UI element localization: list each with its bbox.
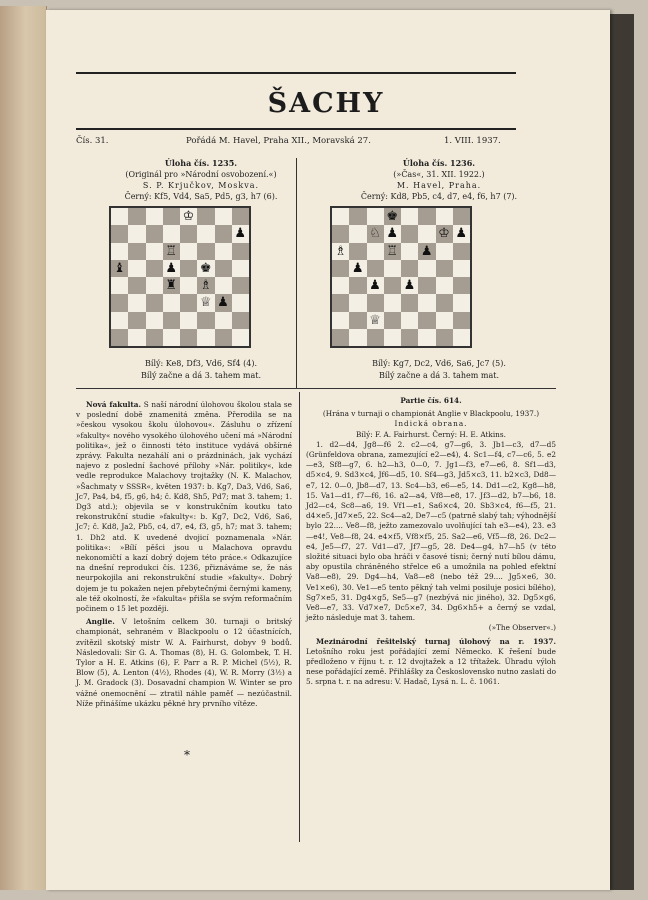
board-square — [128, 312, 145, 329]
problem-2-source: (»Čas«, 31. XII. 1922.) — [393, 170, 485, 179]
tourney-title: Mezinárodní řešitelský turnaj úlohový na r. 1937. — [316, 636, 556, 646]
problem-1-caption — [76, 358, 326, 382]
board-square — [128, 277, 145, 294]
problem-2-task: Bílý začne a dá 3. tahem mat. — [379, 371, 499, 380]
board-square — [453, 329, 470, 346]
board-square — [453, 208, 470, 225]
board-square — [332, 329, 349, 346]
board-square — [436, 243, 453, 260]
tourney-text: Letošního roku jest pořádající zemí Německo. K řešení bude předloženo v říjnu t. r. 12 dvojtažek a 12 třítažek. Úhradu výloh nese pořádající země. Přihlášky za Československo nutno zaslati do 5. srpna t. r. na adresu: V. Hadač, Lysá n. L. č. 1061. — [306, 646, 556, 687]
board-square — [332, 294, 349, 311]
game-moves: 1. d2—d4, Jg8—f6 2. c2—c4, g7—g6, 3. Jb1—c3, d7—d5 (Grünfeldova obrana, zamezující e2—e4), 4. Sc1—f4, c7—c6, 5. e2—e3, Sf8—g7, 6. h2—h3, 0—0, 7. Jg1—f3, e7—e6, 8. Sf1—d3, d5×c4, 9. Sd3×c4, Jf6—d5, 10. Sf4—g3, Jd5×c3, 11. b2×c3, Dd8—e7, 12. 0—0, Jb8—d7, 13. Sc4—b3, e6—e5, 14. Dd1—c2, Kg8—h8, 15. Va1—d1, f7—f6, 16. a2—a4, Vf8—e8, 17. Jf3—d2, b7—b6, 18. Jd2—c4, Sc8—a6, 19. Vf1—e1, Sa6×c4, 20. Sb3×c4, f6—f5, 21. d4×e5, Jd7×e5, 22. Sc4—a2, De7—c5 (patrně slabý tah; výhodnější bylo 22.... Ve8—f8, ježto zamezovalo uvolňující tah e3—e4), 23. e3—e4!, Ve8—f8, 24. e4×f5, Vf8×f5, 25. Sa2—e6, Vf5—f8, 26. Dc2—e4, Je5—f7, 27. Vd1—d7, Jf7—g5, 28. De4—g4, h7—h5 (v této složité situaci bylo oba hráči v časové tísni; černý nutí bílou dámu, aby opustila chráněného střelce e6 a umožnila na pohled efektní Va8—e8), 29. Dg4—h4, Va8—e8 (nebo též 29.... Jg5×e6, 30. Ve1×e6), 30. Ve1—e5 tento pěkný tah velmi posiluje posici bílého), Sg7×e5, 31. Dg4×g5, Se5—g7 (nezbývá nic jiného), 32. Dg5×g6, Ve8—e7, 33. Vd7×e7, Dc5×e7, 34. Dg6×h5+ a černý se vzdal, ježto následuje mat 3. tahem. — [306, 439, 557, 623]
board-square — [367, 243, 384, 260]
problem-1-source: (Originál pro »Národní osvobození.«) — [125, 170, 277, 179]
board-square — [401, 208, 418, 225]
board-square — [453, 294, 470, 311]
board-square — [332, 225, 349, 242]
chess-piece-c7: ♘ — [369, 226, 381, 242]
book-binding — [0, 6, 47, 890]
board-square — [163, 294, 180, 311]
board-square — [111, 329, 128, 346]
board-square — [418, 225, 435, 242]
problem-2-heading: Úloha čís. 1236. — [402, 158, 476, 168]
section-rule — [76, 388, 556, 389]
board-square — [128, 260, 145, 277]
issue-date: 1. VIII. 1937. — [444, 136, 501, 146]
column-divider-bottom — [299, 392, 300, 842]
board-square — [111, 243, 128, 260]
board-square — [453, 260, 470, 277]
game-opening: Indická obrana. — [394, 419, 468, 429]
board-square — [215, 243, 232, 260]
column-divider-top — [296, 158, 297, 388]
board-square — [180, 260, 197, 277]
chess-piece-f6: ♟ — [420, 243, 433, 259]
chess-piece-c2: ♕ — [369, 312, 381, 328]
chess-piece-d6: ♖ — [386, 243, 399, 259]
chess-piece-h7: ♟ — [455, 226, 468, 242]
board-square — [215, 312, 232, 329]
board-square — [163, 329, 180, 346]
left-text-column — [76, 400, 292, 712]
board-square — [128, 243, 145, 260]
board-square — [146, 294, 163, 311]
board-square — [197, 225, 214, 242]
board-square — [232, 329, 249, 346]
problem-1-white: Bílý: Ke8, Df3, Vd6, Sf4 (4). — [145, 359, 257, 368]
board-square — [418, 294, 435, 311]
board-square — [349, 312, 366, 329]
chess-piece-e4: ♟ — [403, 278, 416, 293]
game-heading — [306, 396, 556, 406]
chess-piece-d5: ♟ — [165, 260, 178, 276]
problem-2-black: Černý: Kd8, Pb5, c4, d7, e4, f6, h7 (7). — [360, 192, 518, 201]
board-square — [401, 329, 418, 346]
board-square — [180, 225, 197, 242]
problem-2-white: Bílý: Kg7, Dc2, Vd6, Sa6, Jc7 (5). — [372, 359, 506, 368]
board-square — [111, 277, 128, 294]
chess-piece-a6: ♗ — [334, 243, 347, 259]
problem-2-caption — [314, 358, 564, 382]
problem-1-author: S. P. Krjučkov, Moskva. — [142, 181, 260, 190]
board-square — [349, 243, 366, 260]
anglie-title: Anglie. — [86, 617, 115, 627]
board-square — [401, 312, 418, 329]
chess-piece-d6: ♖ — [165, 243, 178, 259]
chess-piece-h7: ♟ — [234, 226, 247, 242]
board-square — [215, 329, 232, 346]
board-square — [180, 329, 197, 346]
board-square — [232, 243, 249, 260]
board-square — [146, 243, 163, 260]
board-square — [384, 294, 401, 311]
board-square — [367, 329, 384, 346]
board-square — [197, 208, 214, 225]
book-page — [46, 10, 610, 890]
problem-1-task: Bílý začne a dá 3. tahem mat. — [141, 371, 261, 380]
board-square — [180, 312, 197, 329]
game-source: (»The Observer«.) — [488, 623, 556, 633]
board-square — [453, 312, 470, 329]
board-square — [418, 260, 435, 277]
issue-number: Čís. 31. — [76, 136, 109, 146]
board-square — [146, 208, 163, 225]
chessboard-problem-1235 — [109, 206, 251, 348]
board-square — [332, 260, 349, 277]
page-title: ŠACHY — [267, 88, 385, 119]
board-square — [197, 312, 214, 329]
chess-piece-a5: ♝ — [113, 260, 126, 276]
board-square — [349, 294, 366, 311]
board-square — [436, 312, 453, 329]
board-square — [232, 294, 249, 311]
nova-fakulta-paragraph — [76, 400, 292, 614]
board-square — [146, 260, 163, 277]
board-square — [332, 312, 349, 329]
board-square — [384, 312, 401, 329]
board-square — [453, 277, 470, 294]
problem-2-header — [314, 158, 564, 202]
board-square — [128, 208, 145, 225]
board-square — [349, 225, 366, 242]
chess-piece-g3: ♟ — [217, 295, 229, 311]
board-square — [180, 277, 197, 294]
board-square — [332, 277, 349, 294]
board-square — [163, 208, 180, 225]
nova-fakulta-title: Nová fakulta. — [86, 400, 142, 409]
board-square — [128, 329, 145, 346]
board-square — [146, 225, 163, 242]
chess-piece-c4: ♟ — [369, 278, 381, 293]
chessboard-problem-1236 — [330, 206, 472, 348]
board-square — [401, 294, 418, 311]
board-square — [384, 260, 401, 277]
board-square — [232, 312, 249, 329]
board-square — [111, 312, 128, 329]
anglie-text: V letošním celkem 30. turnaji o britský championát, sehraném v Blackpoolu o 12 účastnících, zvítězil skotský mistr W. A. Fairhurst, dobyv 9 bodů. Následovali: Sir G. A. Thomas (8), H. G. Golombek, T. H. Tylor a H. E. Atkins (6), F. Parr a R. P. Michel (5½), R. Blow (5), A. Lenton (4½), Rhodes (4), W. R. Morry (3½) a J. M. Gradock (3). Dosavadní champion W. Winter se pro vážné onemocnění — ztratil náhle paměť — nezúčastnil. Níže přinášíme ukázku pěkné hry prvního vítěze. — [76, 617, 292, 708]
game-heading-text: Partie čís. 614. — [400, 396, 462, 405]
board-square — [163, 312, 180, 329]
section-star: * — [184, 748, 190, 762]
chess-piece-d4: ♜ — [165, 278, 178, 293]
board-square — [163, 225, 180, 242]
board-square — [180, 294, 197, 311]
board-square — [215, 225, 232, 242]
top-rule — [76, 72, 516, 74]
problem-2-author: M. Havel, Praha. — [396, 181, 482, 190]
board-square — [401, 225, 418, 242]
chess-piece-d8: ♚ — [386, 209, 399, 224]
board-square — [436, 208, 453, 225]
board-square — [418, 277, 435, 294]
problem-1-black: Černý: Kf5, Vd4, Sa5, Pd5, g3, h7 (6). — [124, 192, 278, 201]
board-square — [111, 225, 128, 242]
board-square — [367, 260, 384, 277]
board-square — [418, 329, 435, 346]
board-square — [384, 329, 401, 346]
board-square — [232, 208, 249, 225]
game-subheading: (Hrána v turnaji o championát Anglie v Blackpoolu, 1937.) — [322, 409, 540, 419]
nova-fakulta-text: S naší národní úlohovou školou stala se v poslední době znamenitá změna. Přerodila se na »českou vysokou školu úlohovou«. Zásluhu o zřízení »fakulty« nového vysokého úlohového učení má »Národní politika«, jež o činnosti této instituce vydává obšírné zprávy. Fakulta nezahálí ani o prázdninách, jak vychází najevo z poslední šachové přílohy »Nár. politiky«, kde vedle reprodukce Malachovy trojtažky (N. K. Malachov, »Šachmaty v SSSR«, květen 1937: b. Kg7, Da3, Vd6, Sa6, Jc7, Pa4, b4, f5, g6, h4; č. Kd8, Sh5, Pd7; mat 3. tahem; 1. Dg3 atd.); objevila se v konstrukčním koutku tato rekonstrukční studie »fakulty«: b. Kg7, Dc2, Vd6, Sa6, Jc7; č. Kd8, Ja2, Pb5, c4, d7, e4, f3, g5, h7; mat 3. tahem; 1. Dh2 atd. K uvedené dvojicí poznamenala »Nár. politika«: »Bílí pěšci jsou u Malachova opravdu nekonomičtí a kazí dobrý dojem této práce.« Odkazujíce na dnešní reprodukci čís. 1236, přiznáváme se, že nás neurpokojila ani rekonstrukční studie »fakulty«. Dobrý dojem je tu pokažen nejen přebytečnými černými kameny, ale též okolností, že »fakulta« přišla se svým reformačním počinem o 15 let později. — [76, 400, 292, 614]
chess-piece-e8: ♔ — [182, 209, 195, 224]
right-text-column — [306, 396, 556, 691]
problem-1-header — [76, 158, 326, 202]
board-square — [401, 243, 418, 260]
board-square — [111, 294, 128, 311]
title-rule — [76, 128, 516, 130]
editor-line: Pořádá M. Havel, Praha XII., Moravská 27. — [186, 136, 371, 146]
problem-1-heading: Úloha čís. 1235. — [164, 158, 238, 168]
chess-piece-f3: ♕ — [199, 295, 212, 311]
board-square — [436, 260, 453, 277]
board-square — [418, 208, 435, 225]
board-square — [146, 277, 163, 294]
board-square — [384, 277, 401, 294]
board-square — [332, 208, 349, 225]
board-square — [436, 277, 453, 294]
chess-piece-b5: ♟ — [351, 260, 364, 276]
board-square — [349, 277, 366, 294]
chess-piece-d7: ♟ — [386, 226, 399, 242]
board-square — [232, 260, 249, 277]
board-square — [453, 243, 470, 260]
board-square — [436, 329, 453, 346]
board-square — [215, 208, 232, 225]
chess-piece-f4: ♗ — [199, 278, 212, 293]
board-square — [401, 260, 418, 277]
board-square — [180, 243, 197, 260]
board-square — [197, 243, 214, 260]
board-square — [215, 260, 232, 277]
chess-piece-f5: ♚ — [199, 260, 212, 276]
board-square — [367, 294, 384, 311]
board-square — [349, 208, 366, 225]
board-square — [367, 208, 384, 225]
chess-piece-g7: ♔ — [438, 226, 450, 242]
game-players: Bílý: F. A. Fairhurst. Černý: H. E. Atkins. — [356, 429, 506, 439]
board-square — [232, 277, 249, 294]
board-square — [128, 225, 145, 242]
board-square — [128, 294, 145, 311]
board-square — [418, 312, 435, 329]
board-square — [146, 329, 163, 346]
board-square — [197, 329, 214, 346]
board-square — [146, 312, 163, 329]
board-square — [436, 294, 453, 311]
board-square — [215, 277, 232, 294]
board-square — [111, 208, 128, 225]
tourney-paragraph — [306, 637, 556, 688]
board-square — [349, 329, 366, 346]
anglie-paragraph — [76, 617, 292, 709]
